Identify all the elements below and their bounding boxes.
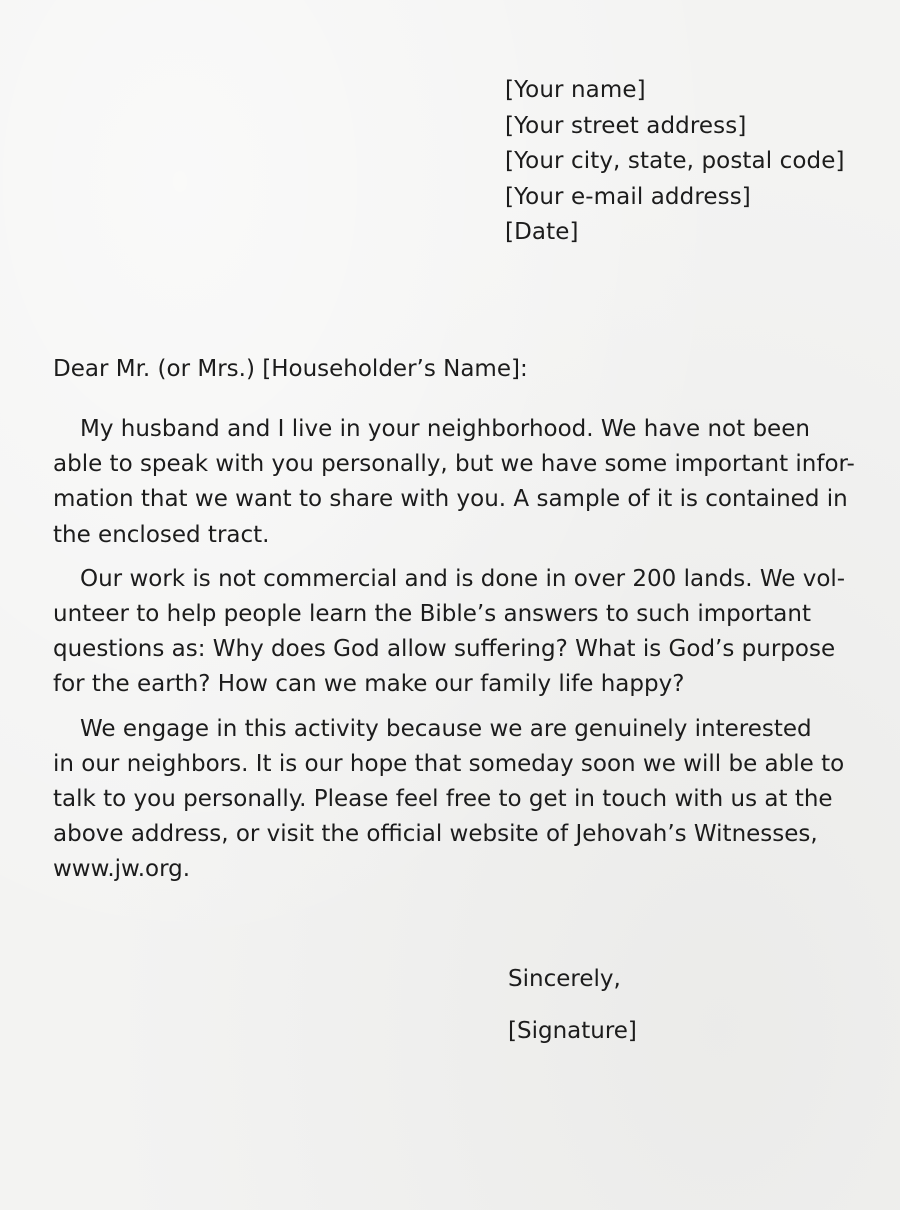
salutation: Dear Mr. (or Mrs.) [Householder’s Name]:: [53, 356, 528, 382]
paragraph-3: [53, 712, 843, 888]
closing: Sincerely,: [508, 966, 621, 992]
paragraph-line: mation that we want to share with you. A sample of it is contained in: [53, 486, 848, 513]
paragraph-line: Our work is not commercial and is done in over 200 lands. We vol-: [80, 565, 846, 592]
paragraph-line: My husband and I live in your neighborhood. We have not been: [80, 416, 810, 442]
sender-street: [Your street address]: [505, 112, 747, 139]
paragraph-line: able to speak with you personally, but we have some important infor-: [53, 451, 855, 478]
letter-date: [Date]: [505, 219, 579, 245]
paragraph-line: talk to you personally. Please feel free to get in touch with us at the: [53, 786, 833, 813]
paragraph-line: above address, or visit the official website of Jehovah’s Witnesses,: [53, 821, 818, 848]
paragraph-line: questions as: Why does God allow suffering? What is God’s purpose: [53, 636, 836, 663]
sender-address-block: [505, 73, 845, 251]
paragraph-1: [53, 412, 855, 553]
sender-name: [Your name]: [505, 77, 646, 103]
paragraph-line: the enclosed tract.: [53, 521, 270, 548]
signature-placeholder: [Signature]: [508, 1018, 637, 1044]
paragraph-2: [53, 562, 846, 703]
paragraph-line: for the earth? How can we make our family life happy?: [53, 671, 685, 698]
letter-body: [53, 412, 855, 897]
paragraph-line: www.jw.org.: [53, 856, 191, 883]
paragraph-line: We engage in this activity because we are genuinely interested: [80, 715, 812, 742]
paragraph-line: unteer to help people learn the Bible’s answers to such important: [53, 601, 811, 628]
paragraph-line: in our neighbors. It is our hope that someday soon we will be able to: [53, 750, 845, 777]
sender-email: [Your e-mail address]: [505, 183, 751, 210]
sender-city: [Your city, state, postal code]: [505, 148, 845, 174]
